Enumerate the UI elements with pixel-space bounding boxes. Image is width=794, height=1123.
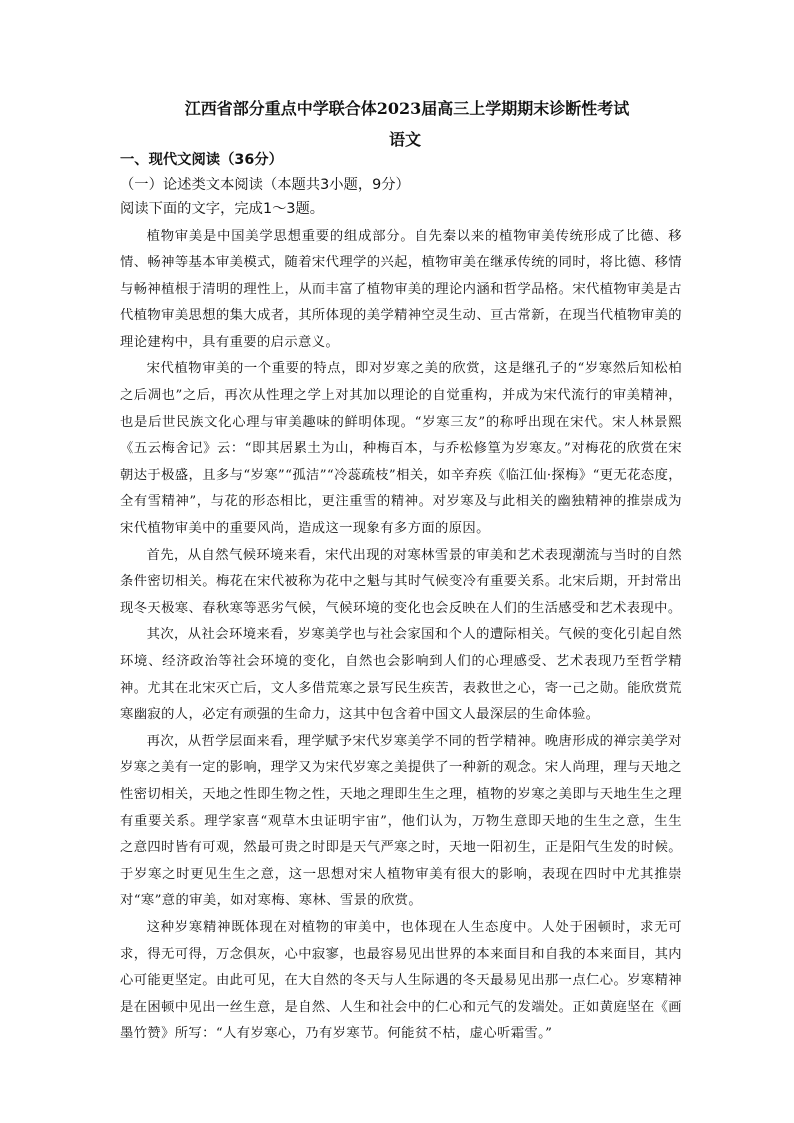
passage-paragraph: 首先，从自然气候环境来看，宋代出现的对寒林雪景的审美和艺术表现潮流与当时的自然条件密切相关。梅花在宋代被称为花中之魁与其时气候变冷有重要关系。北宋后期，开封常出现冬天极寒、春秋寒等恶劣气候，气候环境的变化也会反映在人们的生活感受和艺术表现中。 <box>120 547 682 616</box>
subsection-heading: （一）论述类文本阅读（本题共3小题，9分） <box>120 176 410 193</box>
exam-title <box>0 96 794 150</box>
passage-paragraph: 这种岁寒精神既体现在对植物的审美中，也体现在人生态度中。人处于困顿时，求无可求，得无可得，万念俱灰，心中寂寥，也最容易见出世界的本来面目和自我的本来面目，其内心可能更坚定。由此可见，在大自然的冬天与人生际遇的冬天最易见出那一点仁心。岁寒精神是在困顿中见出一丝生意，是自然、人生和社会中的仁心和元气的发端处。正如黄庭坚在《画墨竹赞》所写：“人有岁寒心，乃有岁寒节。何能贫不枯，虚心听霜雪。” <box>120 919 682 1042</box>
exam-title-line: 江西省部分重点中学联合体2023届高三上学期期末诊断性考试 <box>184 99 630 118</box>
passage-paragraph: 宋代植物审美的一个重要的特点，即对岁寒之美的欣赏，这是继孔子的“岁寒然后知松柏之后凋也”之后，再次从性理之学上对其加以理论的自觉重构，并成为宋代流行的审美精神，也是后世民族文化心理与审美趣味的鲜明体现。“岁寒三友”的称呼出现在宋代。宋人林景熙《五云梅舍记》云：“即其居累土为山，种梅百本，与乔松修篁为岁寒友。”对梅花的欣赏在宋朝达于极盛，且多与“岁寒”“孤洁”“冷蕊疏枝”相关，如辛弃疾《临江仙·探梅》“更无花态度，全有雪精神”，与花的形态相比，更注重雪的精神。对岁寒及与此相关的幽独精神的推崇成为宋代植物审美中的重要风尚，造成这一现象有多方面的原因。 <box>120 361 682 537</box>
passage-paragraph: 植物审美是中国美学思想重要的组成部分。自先秦以来的植物审美传统形成了比德、移情、畅神等基本审美模式，随着宋代理学的兴起，植物审美在继承传统的同时，将比德、移情与畅神植根于清明的理性上，从而丰富了植物审美的理论内涵和哲学品格。宋代植物审美是古代植物审美思想的集大成者，其所体现的美学精神空灵生动、亘古常新，在现当代植物审美的理论建构中，具有重要的启示意义。 <box>120 228 682 350</box>
passage-paragraph: 再次，从哲学层面来看，理学赋予宋代岁寒美学不同的哲学精神。晚唐形成的禅宗美学对岁寒之美有一定的影响，理学又为宋代岁寒之美提供了一种新的观念。宋人尚理，理与天地之性密切相关，天地之性即生物之性，天地之理即生生之理，植物的岁寒之美即与天地生生之理有重要关系。理学家喜“观草木虫证明宇宙”，他们认为，万物生意即天地的生生之意，生生之意四时皆有可观，然最可贵之时即是天气严寒之时，天地一阳初生，正是阳气生发的时候。于岁寒之时更见生生之意，这一思想对宋人植物审美有很大的影响，表现在四时中尤其推崇对“寒”意的审美，如对寒梅、寒林、雪景的欣赏。 <box>120 733 682 909</box>
exam-content <box>120 148 682 1048</box>
passage-paragraph: 其次，从社会环境来看，岁寒美学也与社会家国和个人的遭际相关。气候的变化引起自然环境、经济政治等社会环境的变化，自然也会影响到人们的心理感受、艺术表现乃至哲学精神。尤其在北宋灭亡后，文人多借荒寒之景写民生疾苦，表救世之心，寄一己之勋。能欣赏荒寒幽寂的人，必定有顽强的生命力，这其中包含着中国文人最深层的生命体验。 <box>120 627 682 723</box>
section-heading: 一、现代文阅读（36分） <box>120 152 283 168</box>
subject-title: 语文 <box>388 130 421 149</box>
reading-instruction: 阅读下面的文字，完成1～3题。 <box>120 201 325 217</box>
